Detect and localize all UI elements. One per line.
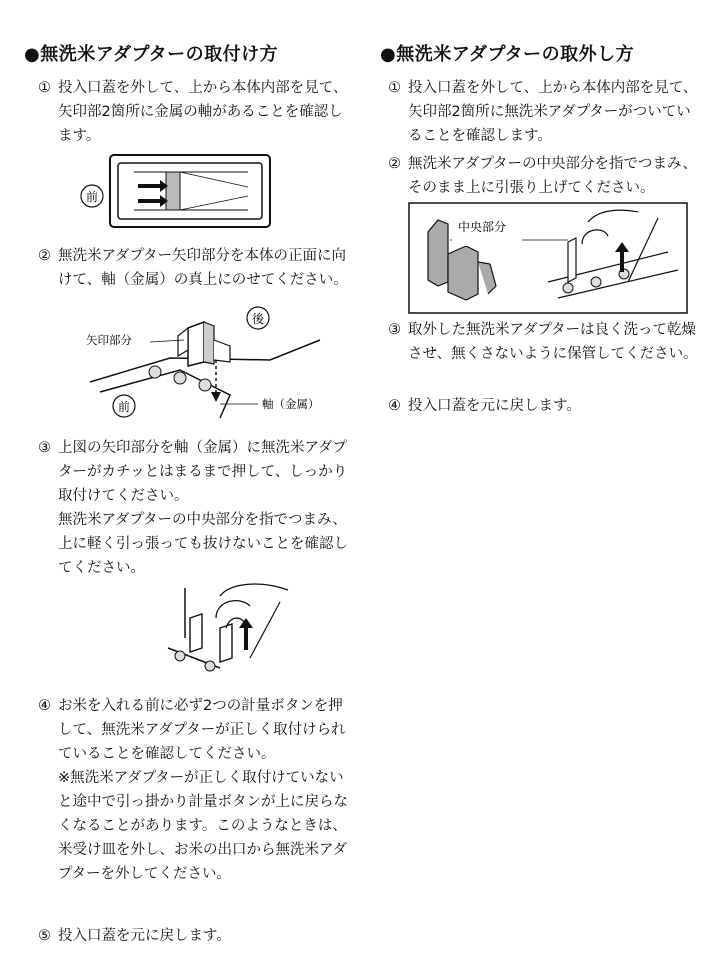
step-number: ④ <box>38 698 51 714</box>
install-step-3 <box>38 436 350 580</box>
install-step-4 <box>38 694 350 886</box>
step-text: 投入口蓋を外して、上から本体内部を見て、矢印部2箇所に金属の軸があることを確認します。 <box>58 80 348 144</box>
figure-top-view <box>78 152 278 230</box>
step-number: ③ <box>388 322 401 338</box>
step-note: ※無洗米アダプターが正しく取付けていないと途中で引っ掛かり計量ボタンが上に戻らなくなることがあります。このようなときは、米受け皿を外し、お米の出口から無洗米アダプターを外してください。 <box>58 770 348 882</box>
label-shaft: 軸（金属） <box>262 397 320 411</box>
install-step-2 <box>38 244 350 292</box>
step-number: ⑤ <box>38 928 51 944</box>
install-step-5 <box>38 924 350 948</box>
step-number: ① <box>38 80 51 96</box>
label-arrow-part: 矢印部分 <box>86 333 132 347</box>
remove-step-3 <box>388 318 704 366</box>
label-front: 前 <box>85 190 99 204</box>
step-text: 無洗米アダプターの中央部分を指でつまみ、そのまま上に引張り上げてください。 <box>408 156 697 196</box>
step-text: 上図の矢印部分を軸（金属）に無洗米アダプターがカチッとはまるまで押して、しっかり取付けてください。 <box>58 440 348 504</box>
label-front: 前 <box>117 400 131 414</box>
step-text: 投入口蓋を元に戻します。 <box>408 398 581 414</box>
step-number: ② <box>38 248 51 264</box>
step-number: ① <box>388 80 401 96</box>
step-text: 無洗米アダプター矢印部分を本体の正面に向けて、軸（金属）の真上にのせてください。 <box>58 248 348 288</box>
remove-step-4 <box>388 394 704 418</box>
step-text: 投入口蓋を外して、上から本体内部を見て、矢印部2箇所に無洗米アダプターがついていることを確認します。 <box>408 80 698 144</box>
section-heading-install: ●無洗米アダプターの取付け方 <box>24 44 279 65</box>
step-text: 取外した無洗米アダプターは良く洗って乾燥させ、無くさないように保管してください。 <box>408 322 698 362</box>
step-number: ③ <box>38 440 51 456</box>
step-text: 投入口蓋を元に戻します。 <box>58 928 231 944</box>
install-step-1 <box>38 76 350 148</box>
step-text: お米を入れる前に必ず2つの計量ボタンを押して、無洗米アダプターが正しく取付けられていることを確認してください。 <box>58 698 346 762</box>
step-number: ④ <box>388 398 401 414</box>
figure-mount-adapter <box>80 300 350 420</box>
label-center-part: 中央部分 <box>458 220 507 234</box>
figure-remove-adapter <box>408 202 688 314</box>
step-number: ② <box>388 156 401 172</box>
remove-step-1 <box>388 76 704 148</box>
figure-pull-check <box>160 578 300 678</box>
section-heading-remove: ●無洗米アダプターの取外し方 <box>380 44 635 65</box>
label-back: 後 <box>251 312 265 326</box>
step-text-check: 無洗米アダプターの中央部分を指でつまみ、上に軽く引っ張っても抜けないことを確認してください。 <box>58 512 348 576</box>
remove-step-2 <box>388 152 704 200</box>
